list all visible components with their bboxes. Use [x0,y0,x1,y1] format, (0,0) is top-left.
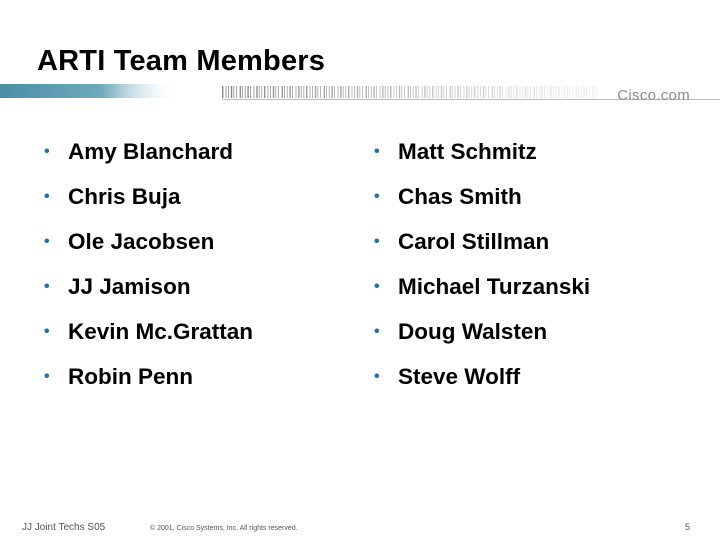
banner-stripe [270,86,271,98]
banner-stripe [222,86,223,98]
banner-stripe [576,86,577,98]
banner-stripe [326,86,327,98]
bullet-icon: • [44,143,50,160]
banner-stripe [508,86,509,98]
banner-stripe [471,86,472,98]
banner-stripe [303,86,304,98]
banner-stripe [331,86,332,98]
banner-stripe [422,86,423,98]
bullet-icon: • [374,278,380,295]
banner-stripe [516,86,517,98]
banner-stripe [273,86,274,98]
banner-stripe [399,86,400,98]
banner-stripe [292,86,293,98]
banner-stripe [494,86,495,98]
footer-event: JJ Joint Techs S05 [22,522,106,533]
banner-stripe [275,86,276,98]
banner-stripe [455,86,456,98]
bullet-icon: • [374,368,380,385]
banner-stripe [261,86,262,98]
banner-stripe [338,86,339,98]
page-number: 5 [684,522,690,532]
banner-stripe [366,86,367,98]
banner-stripe [506,86,507,98]
banner-stripe [385,86,386,98]
banner-stripe [352,86,353,98]
banner-stripe [446,86,447,98]
list-item: • Doug Walsten [372,317,590,362]
banner-stripe [396,86,397,98]
banner-stripe [536,86,537,98]
banner-stripe [474,86,475,98]
list-item: • Michael Turzanski [372,272,590,317]
bullet-icon: • [374,233,380,250]
banner-stripe [250,86,251,98]
banner-stripe [558,86,559,98]
banner-stripe [522,86,523,98]
banner-stripe [345,86,346,98]
banner-stripe [438,86,439,98]
banner-stripe [298,86,299,98]
banner-stripe [240,86,241,98]
banner-stripe [497,86,498,98]
banner-stripe [530,86,531,98]
banner-stripe [245,86,246,98]
banner-stripe [427,86,428,98]
banner-stripe [492,86,493,98]
banner-stripe [401,86,402,98]
list-item: • Matt Schmitz [372,137,590,182]
banner-stripe [354,86,355,98]
banner-stripe [306,86,307,98]
banner-stripe [387,86,388,98]
banner-stripe [329,86,330,98]
banner-stripe [550,86,551,98]
banner-stripe [525,86,526,98]
banner-stripe [324,86,325,98]
banner-stripe [511,86,512,98]
banner-stripe [394,86,395,98]
banner-stripe [289,86,290,98]
banner-stripe [320,86,321,98]
banner-stripe [424,86,425,98]
banner-stripe [544,86,545,98]
banner-stripe [534,86,535,98]
list-item: • Carol Stillman [372,227,590,272]
banner-stripe [553,86,554,98]
banner-stripe [343,86,344,98]
banner-stripe [572,86,573,98]
banner-stripe [555,86,556,98]
list-item: • Steve Wolff [372,362,590,407]
list-item: • Kevin Mc.Grattan [42,317,253,362]
list-item: • Amy Blanchard [42,137,253,182]
banner-stripe [488,86,489,98]
banner-stripe [268,86,269,98]
banner-stripe [520,86,521,98]
banner-stripe [443,86,444,98]
banner-stripe [373,86,374,98]
banner-stripe [315,86,316,98]
banner-stripe [415,86,416,98]
list-item: • Ole Jacobsen [42,227,253,272]
banner-stripe [317,86,318,98]
banner-stripe [483,86,484,98]
banner-stripe [382,86,383,98]
banner-stripe [256,86,257,98]
banner-stripe [564,86,565,98]
bullet-icon: • [374,188,380,205]
banner-stripe [334,86,335,98]
banner-stripe [408,86,409,98]
banner-stripe [464,86,465,98]
banner-stripe [362,86,363,98]
bullet-icon: • [44,278,50,295]
banner-stripe [436,86,437,98]
banner-stripe [590,86,591,98]
banner-stripe [418,86,419,98]
banner-stripe [499,86,500,98]
banner-stripe [548,86,549,98]
banner-stripe [432,86,433,98]
banner-stripe [460,86,461,98]
banner-stripe [296,86,297,98]
banner-stripe [413,86,414,98]
cisco-logo: Cisco.com [617,87,690,104]
banner-stripe [581,86,582,98]
bullet-icon: • [44,188,50,205]
banner-stripe [429,86,430,98]
bullet-icon: • [44,323,50,340]
banner-stripe [567,86,568,98]
list-item: • Chris Buja [42,182,253,227]
member-list-left [42,137,253,407]
banner-stripe [478,86,479,98]
banner-stripe [312,86,313,98]
banner-stripe [586,86,587,98]
banner-stripe [592,86,593,98]
banner-stripe [390,86,391,98]
banner-stripe [226,86,227,98]
banner-stripe [410,86,411,98]
banner-stripe [264,86,265,98]
banner-stripe [368,86,369,98]
banner-stripe [380,86,381,98]
banner-stripe [348,86,349,98]
banner-stripe [457,86,458,98]
banner-stripe [278,86,279,98]
bullet-icon: • [44,368,50,385]
banner-stripe [359,86,360,98]
banner-stripe [541,86,542,98]
banner-stripe [527,86,528,98]
footer-copyright: © 2001, Cisco Systems, Inc. All rights reserved. [150,525,298,532]
banner-stripe [452,86,453,98]
banner-stripe [597,86,598,98]
list-item: • Chas Smith [372,182,590,227]
banner-stripe [466,86,467,98]
member-list-right [372,137,590,407]
banner-stripe [502,86,503,98]
banner-stripe [371,86,372,98]
banner-stripe [310,86,311,98]
banner-stripe [450,86,451,98]
slide-title: ARTI Team Members [37,45,326,77]
banner-stripe [259,86,260,98]
banner-stripe [441,86,442,98]
banner-stripe [539,86,540,98]
banner-stripe [513,86,514,98]
banner-stripe [282,86,283,98]
list-item: • JJ Jamison [42,272,253,317]
banner-stripe [233,86,234,98]
bullet-icon: • [44,233,50,250]
banner-stripe [228,86,229,98]
banner-stripe [469,86,470,98]
banner-stripe [247,86,248,98]
list-item: • Robin Penn [42,362,253,407]
banner-stripe [480,86,481,98]
banner-stripe [404,86,405,98]
bullet-icon: • [374,323,380,340]
banner-stripe [242,86,243,98]
banner-stripe [301,86,302,98]
banner-stripe [231,86,232,98]
banner-stripe [340,86,341,98]
banner-stripe [287,86,288,98]
banner-stripe [284,86,285,98]
bullet-icon: • [374,143,380,160]
banner-stripe [569,86,570,98]
banner-stripe [254,86,255,98]
banner-stripe [357,86,358,98]
banner-stripe [485,86,486,98]
banner-stripe [236,86,237,98]
header-banner [0,84,720,104]
banner-stripe [376,86,377,98]
banner-stripe [578,86,579,98]
banner-stripe [562,86,563,98]
banner-stripe [595,86,596,98]
banner-stripe [583,86,584,98]
